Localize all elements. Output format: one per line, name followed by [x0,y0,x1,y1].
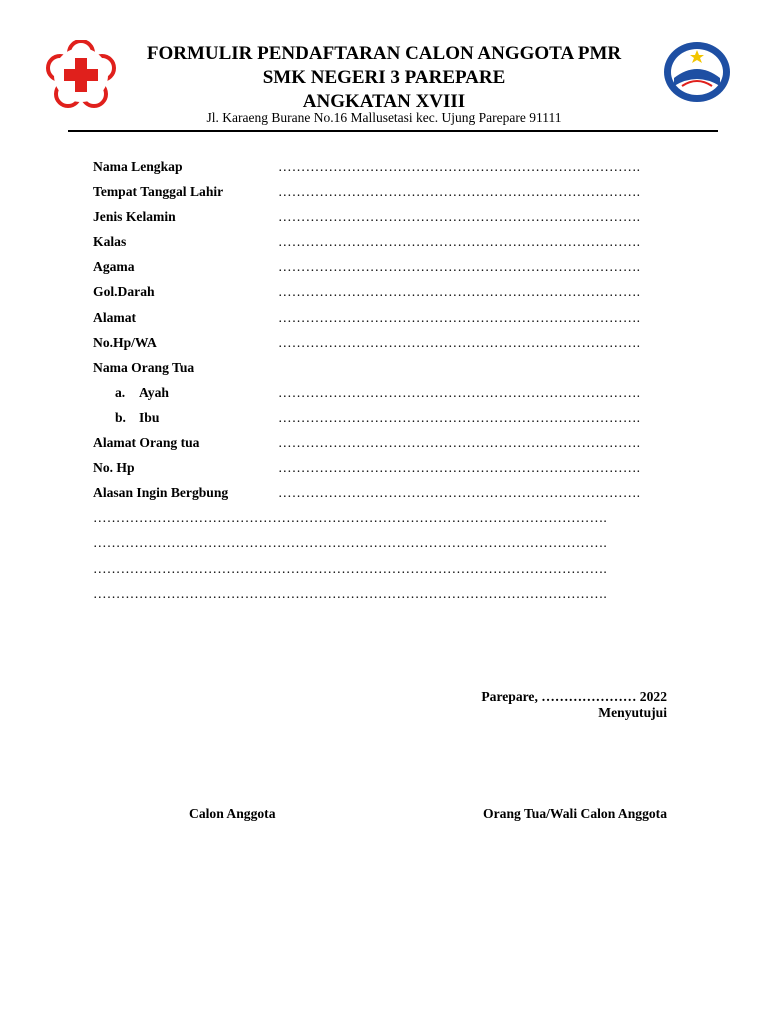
field-row-mother [93,408,683,433]
field-row-reason [93,483,683,508]
fill-in-line[interactable]: …………………………………………………………………………………………………. [93,510,607,526]
fill-in-line[interactable]: ……………………………………………………………………. [278,284,641,300]
fill-in-line[interactable]: ……………………………………………………………………. [278,159,641,174]
list-marker: b. [115,409,126,425]
field-label: Gol.Darah [93,284,155,300]
field-row-father [93,383,683,408]
field-row-parent-address [93,433,683,458]
candidate-signature-label: Calon Anggota [189,806,276,821]
field-row-class [93,232,683,257]
fill-in-line[interactable]: ……………………………………………………………………. [278,209,641,225]
header-divider [68,130,718,132]
field-label: Alamat Orang tua [93,435,200,451]
fill-in-line[interactable]: ……………………………………………………………………. [278,485,641,501]
field-label: Alamat [93,309,137,325]
fill-in-line[interactable]: ……………………………………………………………………. [278,435,641,451]
list-marker: a. [115,384,126,400]
field-label: Alasan Ingin Bergbung [93,485,229,501]
fill-in-line[interactable]: ……………………………………………………………………. [278,184,641,200]
field-row-name [93,157,683,182]
batch-label: ANGKATAN XVIII [302,91,466,112]
school-address: Jl. Karaeng Burane No.16 Mallusetasi kec. Ujung Parepare 91111 [206,110,562,125]
fill-in-line[interactable]: ……………………………………………………………………. [278,259,641,275]
parent-signature-label: Orang Tua/Wali Calon Anggota [483,806,667,821]
fill-in-line[interactable]: ……………………………………………………………………. [278,334,641,350]
fill-in-line[interactable]: ……………………………………………………………………. [278,460,641,476]
reason-line [93,559,683,584]
field-row-blood-type [93,282,683,307]
field-row-address [93,308,683,333]
field-row-birth [93,182,683,207]
fill-in-line[interactable]: ……………………………………………………………………. [278,409,641,425]
field-label: Jenis Kelamin [93,209,176,225]
field-label: No. Hp [93,460,135,476]
field-label: Nama Lengkap [93,159,183,174]
reason-line [93,533,683,558]
approval-label: Menyutujui [598,705,667,720]
field-label [115,408,159,428]
fill-in-line[interactable]: …………………………………………………………………………………………………. [93,535,607,551]
field-label: Kalas [93,234,127,250]
field-label: Nama Orang Tua [93,359,195,375]
reason-line [93,508,683,533]
field-row-religion [93,257,683,282]
field-label-text: Ibu [139,409,160,425]
field-label: Agama [93,259,135,275]
school-name: SMK NEGERI 3 PAREPARE [262,67,506,88]
fill-in-line[interactable]: ……………………………………………………………………. [278,234,641,250]
field-label: No.Hp/WA [93,334,157,350]
fill-in-line[interactable]: ……………………………………………………………………. [278,309,641,325]
field-row-gender [93,207,683,232]
field-label [115,383,169,403]
field-row-phone [93,333,683,358]
field-label-text: Ayah [139,384,169,400]
fill-in-line[interactable]: ……………………………………………………………………. [278,384,641,400]
fill-in-line[interactable]: …………………………………………………………………………………………………. [93,560,607,576]
field-label: Tempat Tanggal Lahir [93,184,224,200]
form-title: FORMULIR PENDAFTARAN CALON ANGGOTA PMR [146,43,622,64]
field-row-parents-heading [93,358,683,383]
registration-form [93,157,683,609]
fill-in-line[interactable]: …………………………………………………………………………………………………. [93,585,607,601]
reason-line [93,584,683,609]
field-row-parent-phone [93,458,683,483]
place-date: Parepare, ………………… 2022 [481,689,667,704]
